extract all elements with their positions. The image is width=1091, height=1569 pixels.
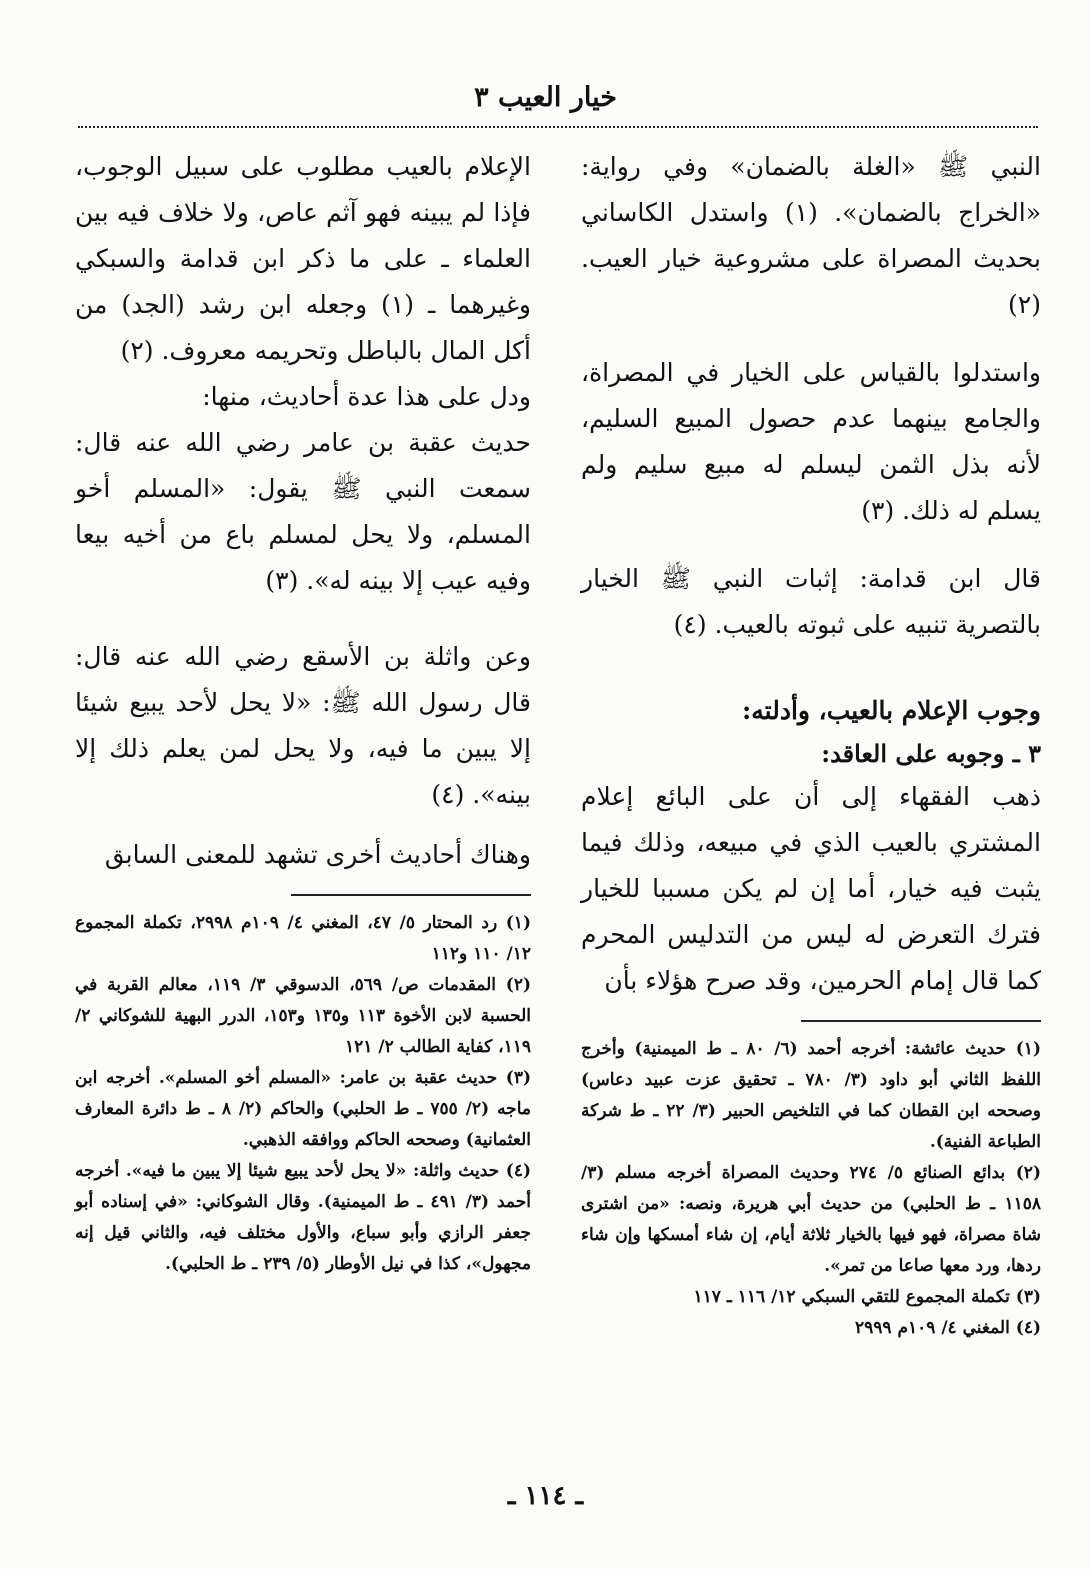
left-paragraph-3: حديث عقبة بن عامر رضي الله عنه قال: سمعت النبي ﷺ يقول: «المسلم أخو المسلم، ولا يحل لمسلم باع من أخيه بيعا وفيه عيب إلا بينه له». (٣) [75,428,531,595]
right-section-paragraph: ذهب الفقهاء إلى أن على البائع إعلام المشتري بالعيب الذي في مبيعه، وذلك فيما يثبت فيه خيار، أما إن لم يكن مسببا للخيار فترك التعرض له ليس من التدليس المحرم كما قال إمام الحرمين، وقد صرح هؤلاء بأن [581,782,1041,995]
right-footnote-2: (٢) بدائع الصنائع ٥/ ٢٧٤ وحديث المصراة أخرجه مسلم (٣/ ١١٥٨ ـ ط الحلبي) من حديث أبي هريرة، ونصه: «من اشترى شاة مصراة، فهو فيها بالخيار ثلاثة أيام، إن شاء أمسكها وإن شاء ردها، ورد معها صاعا من تمر». [581,1163,1041,1276]
header-dotted-rule [78,126,1038,128]
left-paragraph-2: ودل على هذا عدة أحاديث، منها: [202,382,531,411]
section-heading: وجوب الإعلام بالعيب، وأدلته: [742,696,1041,725]
right-footnote-3: (٣) تكملة المجموع للتقي السبكي ١٢/ ١١٦ ـ ١١٧ [693,1287,1041,1307]
left-paragraph-1: الإعلام بالعيب مطلوب على سبيل الوجوب، فإذا لم يبينه فهو آثم عاص، ولا خلاف فيه بين العلماء ـ على ما ذكر ابن قدامة والسبكي وغيرهما ـ (١) وجعله ابن رشد (الجد) من أكل المال بالباطل وتحريمه معروف. (٢) [75,152,531,365]
left-column [75,144,531,1489]
right-footnote-1: (١) حديث عائشة: أخرجه أحمد (٦/ ٨٠ ـ ط الميمنية) وأخرج اللفظ الثاني أبو داود (٣/ ٧٨٠ ـ تحقيق عزت عبيد دعاس) وصححه ابن القطان كما في التلخيص الحبير (٣/ ٢٢ ـ ط شركة الطباعة الفنية). [581,1039,1041,1152]
page-header-title: خيار العيب ٣ [474,82,617,113]
left-footnote-1: (١) رد المحتار ٥/ ٤٧، المغني ٤/ ١٠٩م ٢٩٩٨، تكملة المجموع ١٢/ ١١٠ و١١٢ [75,913,531,964]
left-paragraph-4: وعن واثلة بن الأسقع رضي الله عنه قال: قال رسول الله ﷺ: «لا يحل لأحد يبيع شيئا إلا يبين ما فيه، ولا يحل لمن يعلم ذلك إلا بينه». (٤) [75,642,531,809]
left-footnote-3: (٣) حديث عقبة بن عامر: «المسلم أخو المسلم». أخرجه ابن ماجه (٢/ ٧٥٥ ـ ط الحلبي) والحاكم (٢/ ٨ ـ ط دائرة المعارف العثمانية) وصححه الحاكم ووافقه الذهبي. [75,1068,531,1150]
right-paragraph-1: النبي ﷺ «الغلة بالضمان» وفي رواية: «الخراج بالضمان». (١) واستدل الكاساني بحديث المصراة على مشروعية خيار العيب. (٢) [581,152,1041,319]
left-footnote-2: (٢) المقدمات ص/ ٥٦٩، الدسوقي ٣/ ١١٩، معالم القربة في الحسبة لابن الأخوة ١١٣ و١٣٥ و١٥٣، الدرر البهية للشوكاني ٢/ ١١٩، كفاية الطالب ٢/ ١٢١ [75,975,531,1057]
right-paragraph-2: واستدلوا بالقياس على الخيار في المصراة، والجامع بينهما عدم حصول المبيع السليم، لأنه بذل الثمن ليسلم له مبيع سليم ولم يسلم له ذلك. (٣) [581,358,1041,525]
right-footnote-4: (٤) المغني ٤/ ١٠٩م ٢٩٩٩ [855,1318,1041,1338]
left-footnote-rule [291,894,531,896]
sub-heading: ٣ ـ وجوبه على العاقد: [821,739,1041,768]
page-number: ـ ١١٤ ـ [507,1481,584,1511]
right-paragraph-3: قال ابن قدامة: إثبات النبي ﷺ الخيار بالتصرية تنبيه على ثبوته بالعيب. (٤) [581,564,1041,639]
left-footnote-4: (٤) حديث واثلة: «لا يحل لأحد يبيع شيئا إلا يبين ما فيه». أخرجه أحمد (٣/ ٤٩١ ـ ط الميمنية). وقال الشوكاني: «في إسناده أبو جعفر الرازي وأبو سباع، والأول مختلف فيه، والثاني قيل إنه مجهول»، كذا في نيل الأوطار (٥/ ٢٣٩ ـ ط الحلبي). [75,1161,531,1274]
right-footnote-rule [801,1020,1041,1022]
right-column [581,144,1041,1489]
left-paragraph-5: وهناك أحاديث أخرى تشهد للمعنى السابق [104,840,531,869]
